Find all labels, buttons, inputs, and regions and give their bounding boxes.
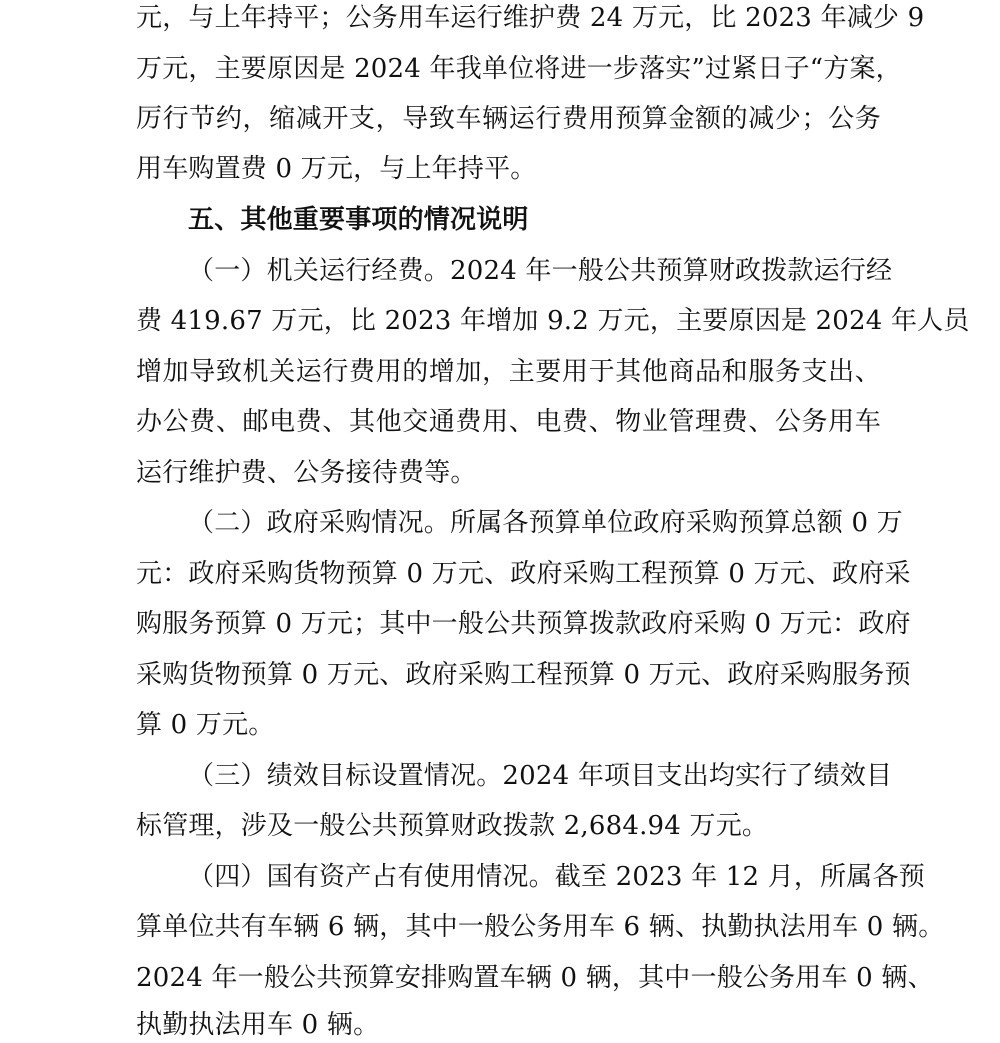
text-line: 办公费、邮电费、其他交通费用、电费、物业管理费、公务用车 — [136, 407, 881, 437]
text-line: 购服务预算 0 万元；其中一般公共预算拨款政府采购 0 万元：政府 — [136, 609, 911, 639]
text-line: （三）绩效目标设置情况。2024 年项目支出均实行了绩效目 — [188, 761, 893, 791]
text-line: 厉行节约，缩减开支，导致车辆运行费用预算金额的减少；公务 — [136, 104, 881, 134]
text-line: 标管理，涉及一般公共预算财政拨款 2,684.94 万元。 — [136, 811, 769, 841]
text-line: （一）机关运行经费。2024 年一般公共预算财政拨款运行经 — [188, 256, 893, 286]
text-line: 算 0 万元。 — [136, 710, 275, 740]
text-line: 元，与上年持平；公务用车运行维护费 24 万元，比 2023 年减少 9 — [136, 3, 925, 33]
text-line: 费 419.67 万元，比 2023 年增加 9.2 万元，主要原因是 2024 年人员 — [136, 306, 970, 336]
text-line: 用车购置费 0 万元，与上年持平。 — [136, 154, 537, 184]
text-line: （二）政府采购情况。所属各预算单位政府采购预算总额 0 万 — [188, 508, 903, 538]
text-line: 万元，主要原因是 2024 年我单位将进一步落实”过紧日子“方案， — [136, 54, 902, 84]
text-line: 算单位共有车辆 6 辆，其中一般公务用车 6 辆、执勤执法用车 0 辆。 — [136, 912, 945, 942]
text-line: 运行维护费、公务接待费等。 — [136, 458, 477, 488]
text-line: 2024 年一般公共预算安排购置车辆 0 辆，其中一般公务用车 0 辆、 — [136, 963, 934, 993]
text-line: 执勤执法用车 0 辆。 — [136, 1010, 380, 1040]
text-line: 增加导致机关运行费用的增加，主要用于其他商品和服务支出、 — [136, 357, 881, 387]
text-line: 采购货物预算 0 万元、政府采购工程预算 0 万元、政府采购服务预 — [136, 660, 911, 690]
text-line: 元：政府采购货物预算 0 万元、政府采购工程预算 0 万元、政府采 — [136, 559, 911, 589]
text-line: （四）国有资产占有使用情况。截至 2023 年 12 月，所属各预 — [188, 862, 925, 892]
section-heading: 五、其他重要事项的情况说明 — [188, 205, 529, 235]
